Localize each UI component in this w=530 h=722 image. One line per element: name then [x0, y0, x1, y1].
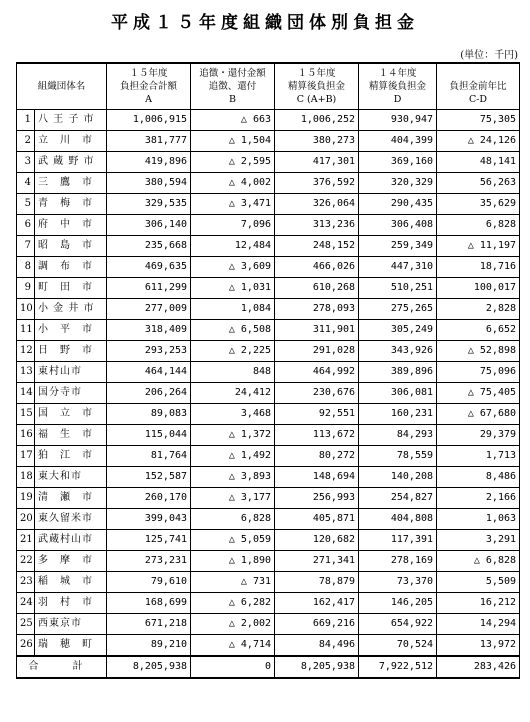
cell-c: 256,993: [275, 488, 359, 509]
row-number: 22: [17, 551, 35, 572]
cell-d: 146,205: [359, 593, 437, 614]
cell-b: △ 663: [191, 110, 275, 131]
cell-c: 78,879: [275, 572, 359, 593]
cell-a: 89,083: [107, 404, 191, 425]
cell-d: 259,349: [359, 236, 437, 257]
cell-c: 405,871: [275, 509, 359, 530]
cell-b: △ 5,059: [191, 530, 275, 551]
cell-a: 380,594: [107, 173, 191, 194]
table-row: [17, 614, 520, 635]
row-number: 26: [17, 635, 35, 657]
org-name: 府 中 市: [35, 215, 107, 236]
cell-b: 12,484: [191, 236, 275, 257]
cell-a: 168,699: [107, 593, 191, 614]
page-title: 平成１５年度組織団体別負担金: [111, 13, 419, 33]
org-name: 東久留米市: [35, 509, 107, 530]
cell-b: 24,412: [191, 383, 275, 404]
cell-d: 305,249: [359, 320, 437, 341]
table-row: [17, 530, 520, 551]
row-number: 25: [17, 614, 35, 635]
row-number: 6: [17, 215, 35, 236]
cell-d: 343,926: [359, 341, 437, 362]
cell-a: 79,610: [107, 572, 191, 593]
cell-e: △ 11,197: [437, 236, 520, 257]
table-row: [17, 404, 520, 425]
cell-e: 56,263: [437, 173, 520, 194]
table-row: [17, 635, 520, 657]
org-name: 狛 江 市: [35, 446, 107, 467]
cell-d: 389,896: [359, 362, 437, 383]
cell-c: 162,417: [275, 593, 359, 614]
row-number: 23: [17, 572, 35, 593]
table-row: [17, 551, 520, 572]
cell-e: 16,212: [437, 593, 520, 614]
cell-d: 254,827: [359, 488, 437, 509]
table-row: [17, 509, 520, 530]
cell-c: 291,028: [275, 341, 359, 362]
cell-b: 6,828: [191, 509, 275, 530]
cell-a: 81,764: [107, 446, 191, 467]
cell-b: △ 6,282: [191, 593, 275, 614]
cell-a: 1,006,915: [107, 110, 191, 131]
org-name: 日 野 市: [35, 341, 107, 362]
table-row: [17, 110, 520, 131]
header-col-b: 追徴・還付金額 追徴、還付 B: [191, 63, 275, 110]
table-row: [17, 194, 520, 215]
org-name: 清 瀬 市: [35, 488, 107, 509]
cell-e: 35,629: [437, 194, 520, 215]
cell-c: 313,236: [275, 215, 359, 236]
org-name: 調 布 市: [35, 257, 107, 278]
table-row: [17, 362, 520, 383]
cell-d: 117,391: [359, 530, 437, 551]
org-name: 国分寺市: [35, 383, 107, 404]
header-org: 組織団体名: [17, 63, 107, 110]
cell-e: △ 6,828: [437, 551, 520, 572]
table-row: [17, 488, 520, 509]
row-number: 12: [17, 341, 35, 362]
table-row: [17, 215, 520, 236]
cell-b: △ 2,225: [191, 341, 275, 362]
table-row: [17, 152, 520, 173]
cell-a: 464,144: [107, 362, 191, 383]
cell-c: 464,992: [275, 362, 359, 383]
cell-c: 417,301: [275, 152, 359, 173]
cell-d: 369,160: [359, 152, 437, 173]
cell-b: △ 3,471: [191, 194, 275, 215]
table-row: [17, 467, 520, 488]
cell-c: 120,682: [275, 530, 359, 551]
total-b: 0: [191, 656, 275, 678]
table-row: [17, 320, 520, 341]
cell-e: △ 75,405: [437, 383, 520, 404]
cell-a: 318,409: [107, 320, 191, 341]
row-number: 7: [17, 236, 35, 257]
cell-c: 84,496: [275, 635, 359, 657]
org-name: 国 立 市: [35, 404, 107, 425]
row-number: 9: [17, 278, 35, 299]
cell-c: 80,272: [275, 446, 359, 467]
cell-e: 6,652: [437, 320, 520, 341]
cell-e: 3,291: [437, 530, 520, 551]
cell-e: △ 52,898: [437, 341, 520, 362]
total-d: 7,922,512: [359, 656, 437, 678]
cell-d: 447,310: [359, 257, 437, 278]
table-row: [17, 446, 520, 467]
cell-a: 206,264: [107, 383, 191, 404]
cell-e: 13,972: [437, 635, 520, 657]
table-row: [17, 257, 520, 278]
row-number: 5: [17, 194, 35, 215]
cell-e: △ 24,126: [437, 131, 520, 152]
cell-b: △ 1,492: [191, 446, 275, 467]
cell-d: 510,251: [359, 278, 437, 299]
cell-b: 848: [191, 362, 275, 383]
row-number: 21: [17, 530, 35, 551]
org-name: 小 金 井 市: [35, 299, 107, 320]
org-name: 青 梅 市: [35, 194, 107, 215]
cell-e: 48,141: [437, 152, 520, 173]
row-number: 24: [17, 593, 35, 614]
cell-c: 230,676: [275, 383, 359, 404]
org-name: 東村山市: [35, 362, 107, 383]
table-row: [17, 173, 520, 194]
unit-note: (単位：千円): [460, 50, 518, 61]
cell-a: 277,009: [107, 299, 191, 320]
cell-d: 404,808: [359, 509, 437, 530]
cell-d: 73,370: [359, 572, 437, 593]
table-header-row: [17, 63, 520, 110]
cell-c: 326,064: [275, 194, 359, 215]
cell-b: △ 3,893: [191, 467, 275, 488]
cell-e: 18,716: [437, 257, 520, 278]
cell-e: 29,379: [437, 425, 520, 446]
cell-d: 278,169: [359, 551, 437, 572]
cell-e: 75,096: [437, 362, 520, 383]
cell-b: △ 1,504: [191, 131, 275, 152]
cell-e: 2,828: [437, 299, 520, 320]
total-c: 8,205,938: [275, 656, 359, 678]
cell-a: 125,741: [107, 530, 191, 551]
cell-b: △ 1,031: [191, 278, 275, 299]
cell-a: 469,635: [107, 257, 191, 278]
org-name: 三 鷹 市: [35, 173, 107, 194]
org-name: 多 摩 市: [35, 551, 107, 572]
org-name: 小 平 市: [35, 320, 107, 341]
row-number: 1: [17, 110, 35, 131]
row-number: 16: [17, 425, 35, 446]
table-row: [17, 236, 520, 257]
cell-d: 140,208: [359, 467, 437, 488]
header-col-e: 負担金前年比 C-D: [437, 63, 520, 110]
cell-e: 100,017: [437, 278, 520, 299]
cell-a: 89,210: [107, 635, 191, 657]
cell-d: 306,081: [359, 383, 437, 404]
row-number: 20: [17, 509, 35, 530]
cell-a: 273,231: [107, 551, 191, 572]
table-row: [17, 278, 520, 299]
cell-d: 404,399: [359, 131, 437, 152]
cell-d: 654,922: [359, 614, 437, 635]
cell-c: 92,551: [275, 404, 359, 425]
cell-b: △ 3,609: [191, 257, 275, 278]
cell-a: 329,535: [107, 194, 191, 215]
cell-a: 399,043: [107, 509, 191, 530]
table-row: [17, 299, 520, 320]
table-row: [17, 572, 520, 593]
table-row: [17, 593, 520, 614]
cell-d: 160,231: [359, 404, 437, 425]
org-name: 立 川 市: [35, 131, 107, 152]
cell-a: 671,218: [107, 614, 191, 635]
cell-c: 271,341: [275, 551, 359, 572]
cell-c: 466,026: [275, 257, 359, 278]
org-name: 武蔵村山市: [35, 530, 107, 551]
cell-a: 293,253: [107, 341, 191, 362]
cell-d: 70,524: [359, 635, 437, 657]
cell-b: 1,084: [191, 299, 275, 320]
cell-e: 2,166: [437, 488, 520, 509]
cell-b: △ 1,890: [191, 551, 275, 572]
cell-e: 6,828: [437, 215, 520, 236]
org-name: 羽 村 市: [35, 593, 107, 614]
row-number: 8: [17, 257, 35, 278]
cell-b: △ 4,002: [191, 173, 275, 194]
cell-c: 113,672: [275, 425, 359, 446]
cell-a: 381,777: [107, 131, 191, 152]
cell-d: 78,559: [359, 446, 437, 467]
cell-e: 5,509: [437, 572, 520, 593]
budget-table: [16, 62, 520, 679]
cell-c: 376,592: [275, 173, 359, 194]
org-name: 稲 城 市: [35, 572, 107, 593]
row-number: 3: [17, 152, 35, 173]
row-number: 17: [17, 446, 35, 467]
cell-e: △ 67,680: [437, 404, 520, 425]
cell-c: 248,152: [275, 236, 359, 257]
row-number: 11: [17, 320, 35, 341]
cell-b: △ 2,595: [191, 152, 275, 173]
table-row: [17, 341, 520, 362]
cell-a: 235,668: [107, 236, 191, 257]
org-name: 昭 島 市: [35, 236, 107, 257]
table-body: [17, 110, 520, 679]
org-name: 町 田 市: [35, 278, 107, 299]
cell-b: △ 6,508: [191, 320, 275, 341]
cell-b: △ 1,372: [191, 425, 275, 446]
org-name: 武 蔵 野 市: [35, 152, 107, 173]
cell-c: 380,273: [275, 131, 359, 152]
cell-b: △ 2,002: [191, 614, 275, 635]
cell-e: 1,063: [437, 509, 520, 530]
cell-e: 1,713: [437, 446, 520, 467]
total-a: 8,205,938: [107, 656, 191, 678]
cell-d: 320,329: [359, 173, 437, 194]
cell-d: 306,408: [359, 215, 437, 236]
cell-c: 311,901: [275, 320, 359, 341]
total-e: 283,426: [437, 656, 520, 678]
header-col-d: １４年度 精算後負担金 D: [359, 63, 437, 110]
row-number: 2: [17, 131, 35, 152]
row-number: 10: [17, 299, 35, 320]
cell-d: 275,265: [359, 299, 437, 320]
cell-b: △ 731: [191, 572, 275, 593]
cell-c: 610,268: [275, 278, 359, 299]
cell-b: △ 4,714: [191, 635, 275, 657]
row-number: 19: [17, 488, 35, 509]
row-number: 18: [17, 467, 35, 488]
cell-c: 278,093: [275, 299, 359, 320]
total-row: [17, 656, 520, 678]
cell-c: 1,006,252: [275, 110, 359, 131]
cell-b: △ 3,177: [191, 488, 275, 509]
row-number: 15: [17, 404, 35, 425]
org-name: 瑞 穂 町: [35, 635, 107, 657]
cell-e: 75,305: [437, 110, 520, 131]
header-col-c: １５年度 精算後負担金 C (A+B): [275, 63, 359, 110]
org-name: 福 生 市: [35, 425, 107, 446]
cell-d: 84,293: [359, 425, 437, 446]
total-label: 合 計: [17, 656, 107, 678]
cell-a: 152,587: [107, 467, 191, 488]
cell-d: 930,947: [359, 110, 437, 131]
table-row: [17, 425, 520, 446]
cell-a: 419,896: [107, 152, 191, 173]
org-name: 八 王 子 市: [35, 110, 107, 131]
org-name: 東大和市: [35, 467, 107, 488]
cell-b: 3,468: [191, 404, 275, 425]
row-number: 13: [17, 362, 35, 383]
cell-a: 260,170: [107, 488, 191, 509]
cell-c: 148,694: [275, 467, 359, 488]
cell-e: 14,294: [437, 614, 520, 635]
row-number: 4: [17, 173, 35, 194]
org-name: 西東京市: [35, 614, 107, 635]
table-row: [17, 131, 520, 152]
table-row: [17, 383, 520, 404]
row-number: 14: [17, 383, 35, 404]
cell-c: 669,216: [275, 614, 359, 635]
cell-a: 611,299: [107, 278, 191, 299]
cell-d: 290,435: [359, 194, 437, 215]
header-col-a: １５年度 負担金合計額 A: [107, 63, 191, 110]
cell-e: 8,486: [437, 467, 520, 488]
cell-a: 306,140: [107, 215, 191, 236]
cell-a: 115,044: [107, 425, 191, 446]
cell-b: 7,096: [191, 215, 275, 236]
